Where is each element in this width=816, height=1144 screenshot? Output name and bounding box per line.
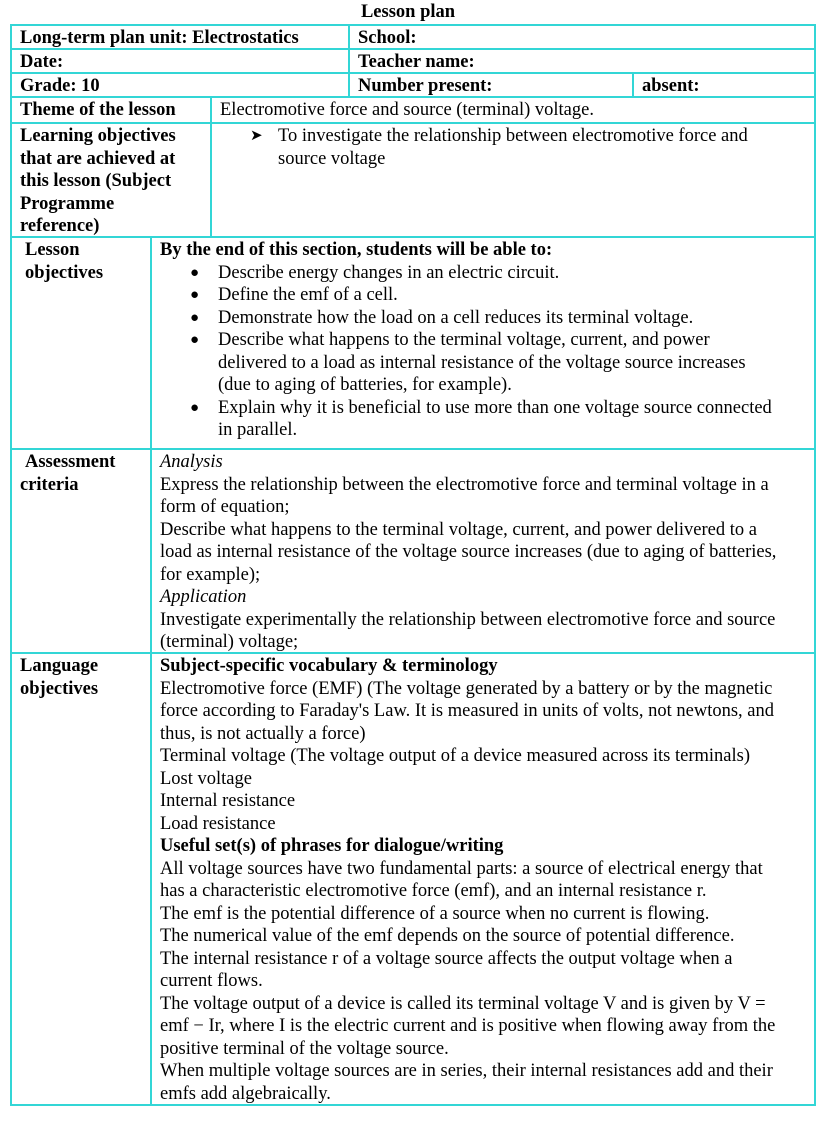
text-line: emf − Ir, where I is the electric current and is positive when flowing away from the [160, 1016, 776, 1036]
school-label: School: [358, 28, 417, 48]
bullet-icon: ● [190, 399, 200, 416]
text-line: positive terminal of the voltage source. [160, 1038, 449, 1059]
text-line: force according to Faraday's Law. It is measured in units of volts, not newtons, and [160, 701, 775, 721]
learning-objectives-label-line: Programme [20, 193, 115, 214]
language-label-line: Language [20, 656, 99, 676]
list-item-line: Describe what happens to the terminal voltage, current, and power [218, 330, 710, 350]
lesson-objectives-intro: By the end of this section, students will be able to: [160, 240, 553, 260]
text-line: Investigate experimentally the relationship between electromotive force and source [160, 609, 776, 630]
assessment-text [160, 451, 810, 654]
language-value-cell [150, 652, 816, 1106]
text-line: emfs add algebraically. [160, 1083, 331, 1104]
theme-label-cell [10, 96, 212, 124]
present-cell [348, 72, 634, 98]
list-item [220, 125, 810, 170]
present-label: Number present: [358, 76, 493, 96]
grade-cell [10, 72, 350, 98]
list-item-line: Demonstrate how the load on a cell reduces its terminal voltage. [218, 307, 694, 328]
text-line: has a characteristic electromotive force (emf), and an internal resistance r. [160, 881, 707, 901]
list-item [160, 262, 810, 285]
lesson-plan-table [10, 24, 816, 1106]
text-line: Terminal voltage (The voltage output of a device measured across its terminals) [160, 746, 750, 766]
language-label-cell [10, 652, 152, 1106]
list-item [160, 329, 810, 397]
list-item [160, 284, 810, 307]
learning-objectives-list [220, 125, 810, 170]
text-line: The numerical value of the emf depends on the source of potential difference. [160, 926, 735, 946]
lesson-objectives-list [160, 262, 810, 442]
text-line: current flows. [160, 971, 263, 991]
list-item-line: Define the emf of a cell. [218, 285, 398, 305]
text-line: Express the relationship between the electromotive force and terminal voltage in a [160, 474, 769, 495]
bullet-icon: ● [190, 264, 200, 281]
list-item [160, 397, 810, 442]
teacher-label: Teacher name: [358, 52, 475, 72]
unit-cell [10, 24, 350, 50]
text-line: Electromotive force (EMF) (The voltage generated by a battery or by the magnetic [160, 678, 773, 699]
page-title: Lesson plan [360, 2, 456, 22]
learning-objectives-label-line: that are achieved at [20, 148, 176, 169]
bullet-icon: ● [190, 332, 200, 348]
lesson-objectives-value-cell [150, 236, 816, 450]
learning-objectives-value-cell [210, 122, 816, 238]
absent-cell [632, 72, 816, 98]
list-item-line: in parallel. [218, 420, 298, 440]
assessment-value-cell [150, 448, 816, 654]
text-line: The internal resistance r of a voltage source affects the output voltage when a [160, 948, 733, 969]
section-heading: Subject-specific vocabulary & terminology [160, 656, 498, 676]
theme-value: Electromotive force and source (terminal) voltage. [220, 100, 594, 120]
arrow-bullet-icon: ➤ [250, 128, 263, 144]
grade-label: Grade: 10 [20, 76, 100, 96]
text-line: Describe what happens to the terminal voltage, current, and power delivered to a [160, 519, 757, 540]
text-line: Load resistance [160, 813, 276, 834]
text-line: The emf is the potential difference of a source when no current is flowing. [160, 903, 710, 924]
text-line: (terminal) voltage; [160, 632, 299, 652]
text-line: for example); [160, 564, 261, 585]
text-line: form of equation; [160, 497, 290, 517]
text-line: All voltage sources have two fundamental parts: a source of electrical energy that [160, 858, 763, 879]
text-line: When multiple voltage sources are in series, their internal resistances add and their [160, 1061, 773, 1081]
assessment-label-line: Assessment [25, 452, 116, 472]
learning-objectives-label-line: this lesson (Subject [20, 171, 172, 191]
category-heading: Application [160, 587, 247, 607]
list-item-line: To investigate the relationship between electromotive force and [278, 126, 748, 146]
list-item-line: delivered to a load as internal resistance of the voltage source increases [218, 352, 746, 373]
learning-objectives-label-line: reference) [20, 216, 100, 236]
bullet-icon: ● [190, 287, 200, 303]
category-heading: Analysis [160, 452, 223, 472]
learning-objectives-label-cell [10, 122, 212, 238]
lesson-objectives-label-line: Lesson [25, 240, 80, 260]
language-text [160, 655, 810, 1105]
bullet-icon: ● [190, 309, 200, 326]
theme-value-cell [210, 96, 816, 124]
assessment-label-line: criteria [20, 474, 79, 495]
list-item-line: (due to aging of batteries, for example). [218, 375, 512, 395]
language-label-line: objectives [20, 678, 99, 699]
text-line: The voltage output of a device is called its terminal voltage V and is given by V = [160, 993, 766, 1014]
text-line: Lost voltage [160, 768, 252, 789]
teacher-cell [348, 48, 816, 74]
learning-objectives-label-line: Learning objectives [20, 126, 176, 146]
section-heading: Useful set(s) of phrases for dialogue/writing [160, 836, 504, 856]
lesson-objectives-label-cell [10, 236, 152, 450]
assessment-label-cell [10, 448, 152, 654]
text-line: thus, is not actually a force) [160, 723, 366, 744]
school-cell [348, 24, 816, 50]
text-line: load as internal resistance of the voltage source increases (due to aging of batteries, [160, 542, 777, 562]
list-item-line: Explain why it is beneficial to use more than one voltage source connected [218, 397, 772, 418]
text-line: Internal resistance [160, 791, 296, 811]
lesson-objectives-label-line: objectives [25, 262, 104, 283]
unit-label: Long-term plan unit: Electrostatics [20, 28, 299, 48]
date-cell [10, 48, 350, 74]
list-item-line: Describe energy changes in an electric circuit. [218, 262, 560, 283]
list-item-line: source voltage [278, 148, 386, 169]
absent-label: absent: [642, 76, 700, 96]
list-item [160, 307, 810, 330]
theme-label: Theme of the lesson [20, 100, 176, 120]
date-label: Date: [20, 52, 64, 72]
